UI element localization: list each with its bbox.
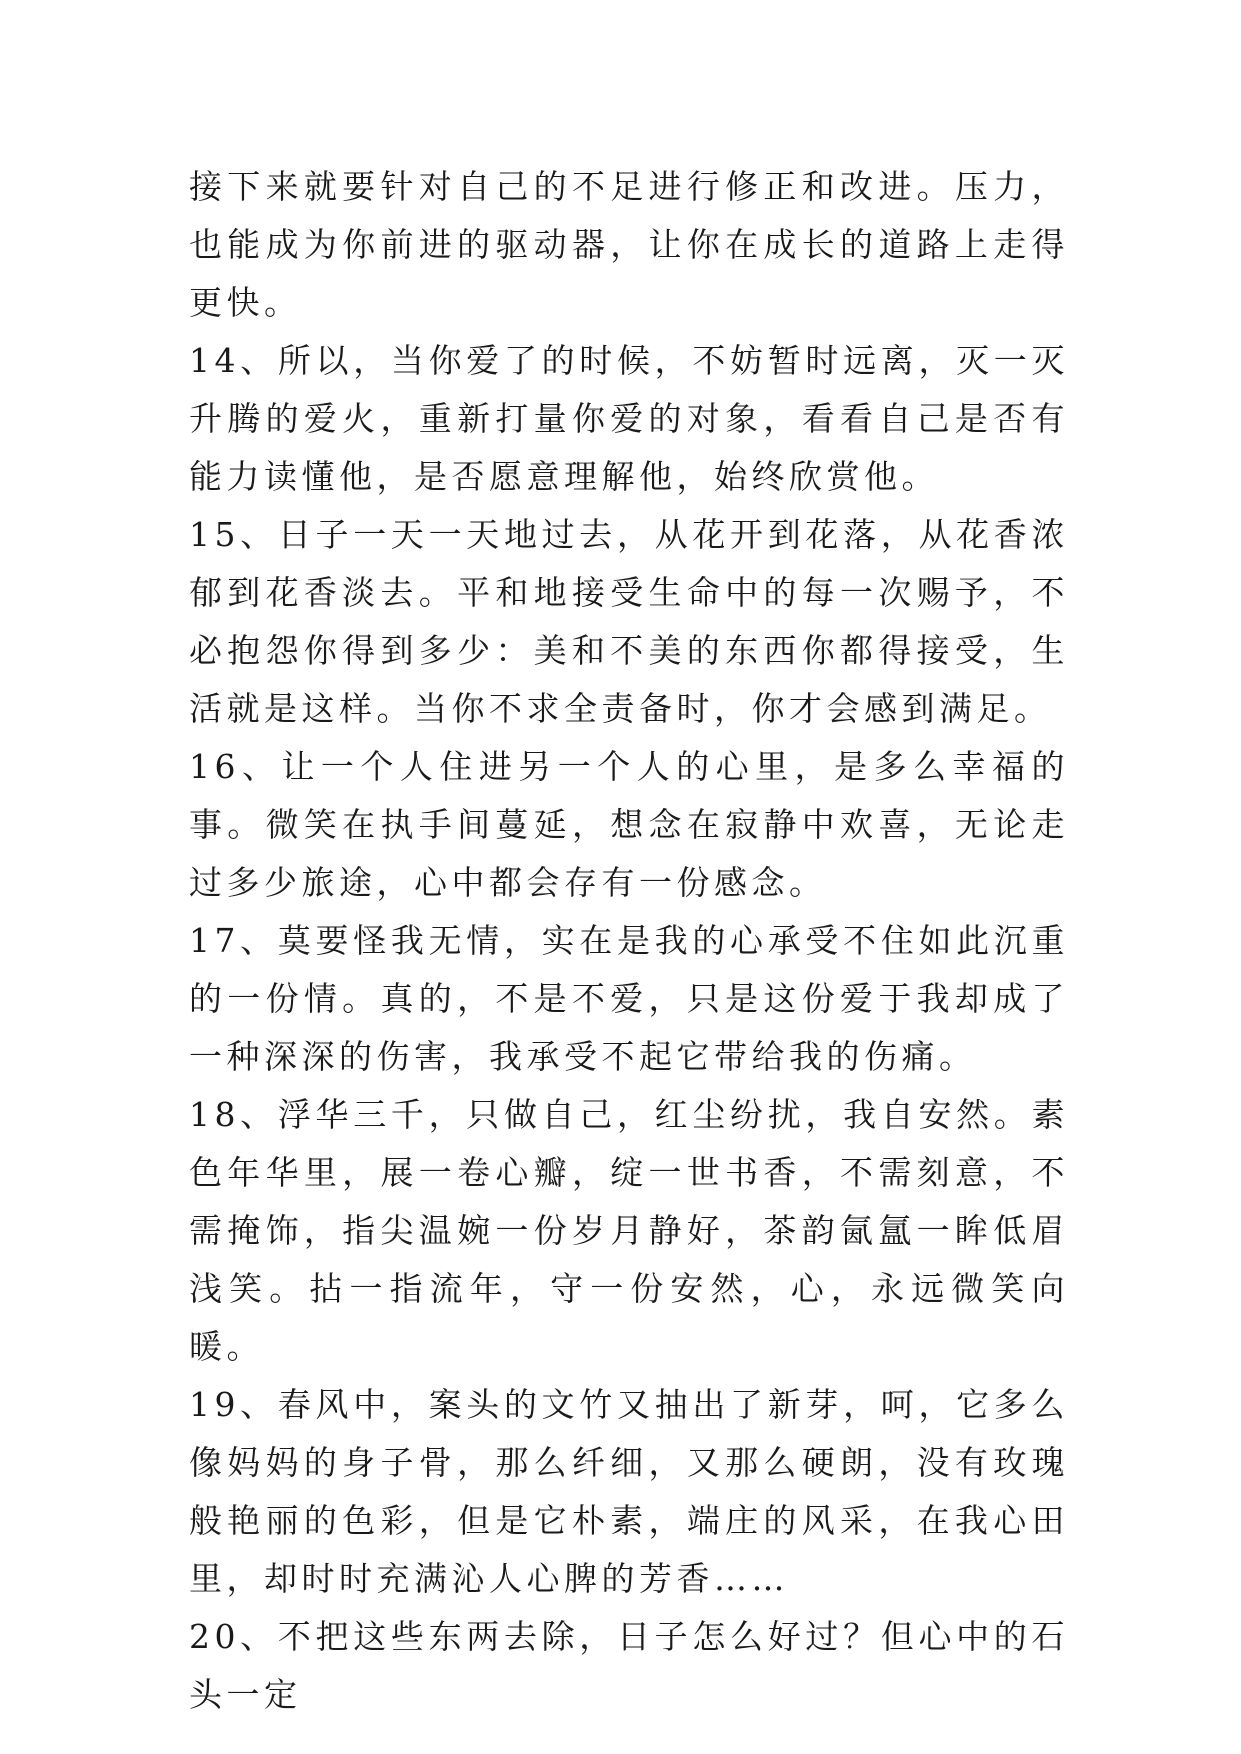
- paragraph-16: 16、让一个人住进另一个人的心里，是多么幸福的事。微笑在执手间蔓延，想念在寂静中欢喜，无论走过多少旅途，心中都会存有一份感念。: [189, 747, 1069, 902]
- paragraph-18: 18、浮华三千，只做自己，红尘纷扰，我自安然。素色年华里，展一卷心瓣，绽一世书香，不需刻意，不需掩饰，指尖温婉一份岁月静好，茶韵氤氲一眸低眉浅笑。拈一指流年，守一份安然，心，永远微笑向暖。: [189, 1095, 1069, 1366]
- paragraph-17: 17、莫要怪我无情，实在是我的心承受不住如此沉重的一份情。真的，不是不爱，只是这份爱于我却成了一种深深的伤害，我承受不起它带给我的伤痛。: [189, 921, 1069, 1076]
- paragraph-19: 19、春风中，案头的文竹又抽出了新芽，呵，它多么像妈妈的身子骨，那么纤细，又那么硬朗，没有玫瑰般艳丽的色彩，但是它朴素，端庄的风采，在我心田里，却时时充满沁人心脾的芳香……: [189, 1385, 1069, 1598]
- document-body: [189, 158, 1069, 1724]
- paragraph-14: 14、所以，当你爱了的时候，不妨暂时远离，灭一灭升腾的爱火，重新打量你爱的对象，看看自己是否有能力读懂他，是否愿意理解他，始终欣赏他。: [189, 341, 1069, 496]
- paragraph-15: 15、日子一天一天地过去，从花开到花落，从花香浓郁到花香淡去。平和地接受生命中的每一次赐予，不必抱怨你得到多少：美和不美的东西你都得接受，生活就是这样。当你不求全责备时，你才会感到满足。: [189, 515, 1069, 728]
- paragraph-continuation: 接下来就要针对自己的不足进行修正和改进。压力，也能成为你前进的驱动器，让你在成长的道路上走得更快。: [189, 167, 1069, 322]
- paragraph-20: 20、不把这些东两去除，日子怎么好过？但心中的石头一定: [189, 1617, 1069, 1714]
